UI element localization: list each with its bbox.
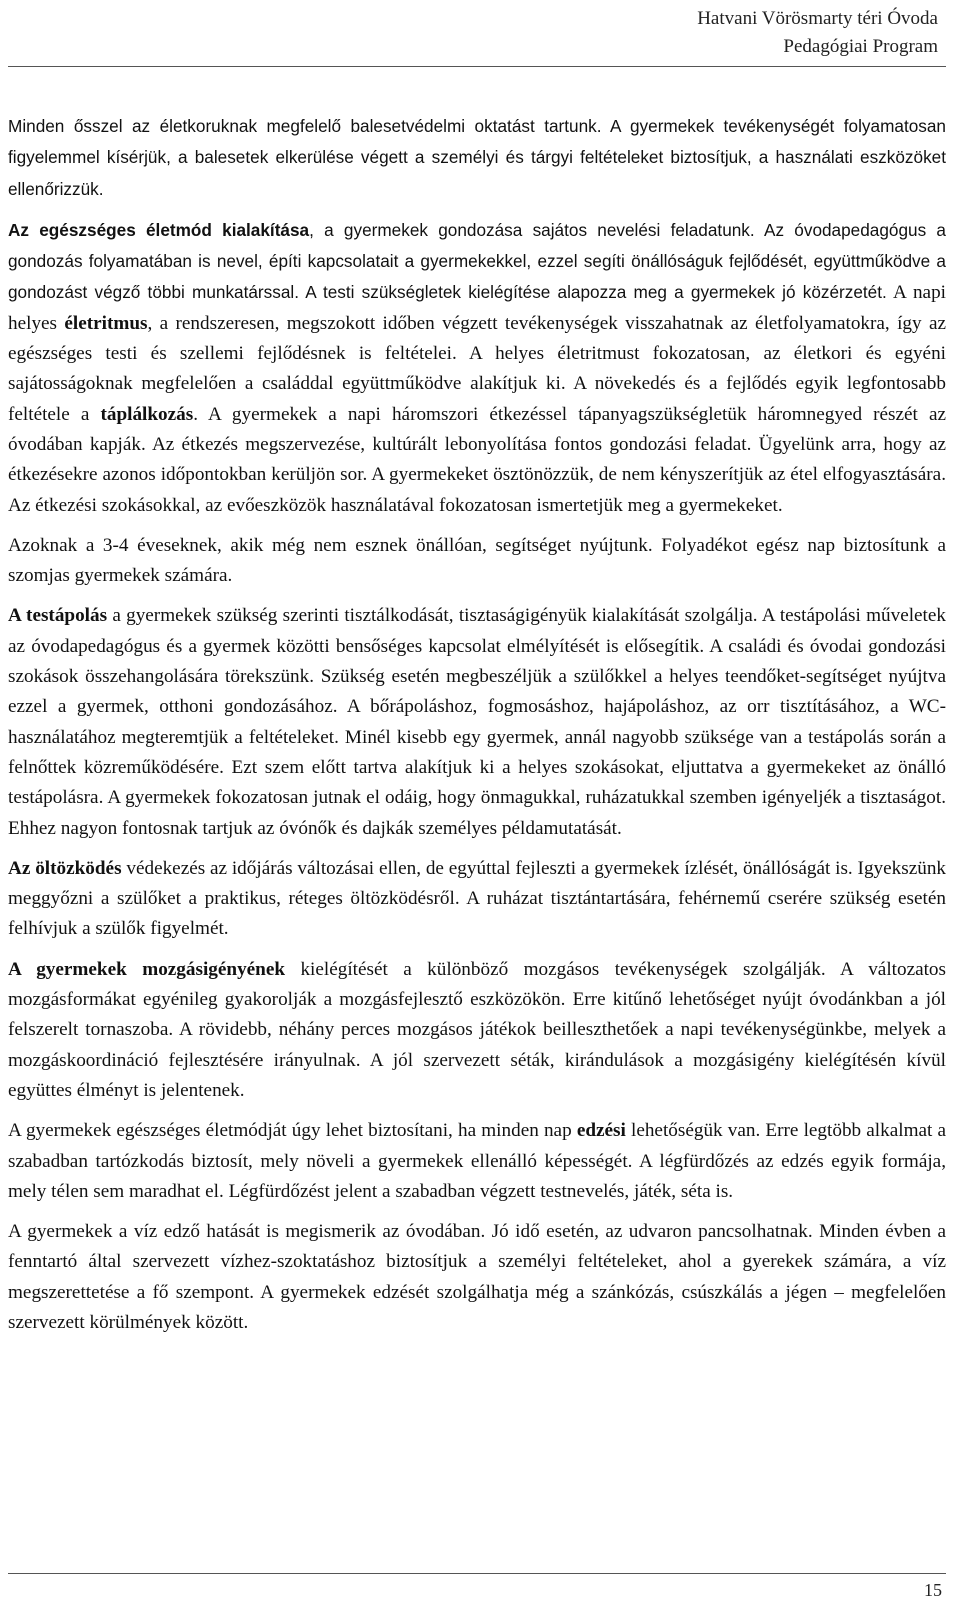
paragraph (8, 1217, 946, 1338)
header-divider (8, 66, 946, 67)
text-run: lehetőségük van. Erre legtöbb alkalmat a szabadban tartózkodás biztosít, mely növeli a gyermekek ellenálló képességét. A légfürdőzés az edzés egyik formája, mely télen sem maradhat el. Légfürdőzést jelent a szabadban végzett testnevelés, játék, séta is. (8, 1120, 947, 1202)
bold-term: Az egészséges életmód kialakítása (8, 219, 310, 240)
paragraph (8, 1116, 946, 1207)
bold-term: edzési (576, 1120, 626, 1142)
text-run: A testi szükségletek kielégítése alapozza meg a gyermekek jó közérzetét. (299, 282, 887, 303)
text-run: Az óvodapedagógus a gondozás folyamatában is nevel, építi kapcsolatait a gyermekekkel, ezzel segíti önállóságuk fejlődését, együttműködve a gondozást végző többi munkatárssal. (8, 219, 946, 303)
page-header (697, 5, 938, 61)
text-run: kielégítését a különböző mozgásos tevékenységek szolgálják. A változatos mozgásformákat egyénileg gyakorolják a mozgásfejlesztő eszközökön. Erre kitűnő lehetőséget nyújt óvodánkban a jól felszerelt tornaszoba. A rövidebb, néhány perces mozgásos játékok beilleszthetőek a napi tevékenységünkbe, melyek a mozgáskoordináció fejlesztésére irányulnak. A jól szervezett séták, kirándulások a mozgásigény kielégítésén kívül együttes élményt is jelentenek. (8, 958, 946, 1101)
text-run: , a rendszeresen, megszokott időben végzett tevékenységek visszahatnak az életfolyamatokra, így az egészséges testi és szellemi fejlődésnek is feltételei. A helyes életritmust fokozatosan, az életkori és egyéni sajátosságoknak megfelelően a családdal együttműködve alakítjuk ki. A növekedés és a fejlődés egyik legfontosabb feltétele a (8, 312, 946, 425)
header-title: Hatvani Vörösmarty téri Óvoda (697, 8, 938, 29)
text-run: védekezés az időjárás változásai ellen, de egyúttal fejleszti a gyermekek ízlését, önállóságát is. Igyekszünk meggyőzni a szülőket a praktikus, réteges öltözködésről. A ruházat tisztántartására, fehérnemű cserére szükség esetén felhívjuk a szülők figyelmét. (8, 857, 947, 940)
page-number: 15 (924, 1580, 942, 1600)
text-run: a gyermekek szükség szerinti tisztálkodását, tisztaságigényük kialakítását szolgálja. A testápolási műveletek az óvodapedagógus és a gyermek közötti bensőséges kapcsolat elmélyítését is elősegítik. A családi és óvodai gondozási szokások összehangolására törekszünk. Szükség esetén megbeszéljük a szülőkkel a helyes teendőket-segítséget nyújtva ezzel a gyermek, otthoni gondozásához. A bőrápoláshoz, fogmosáshoz, hajápoláshoz, az orr tisztításához, a WC-használatához megteremtjük a feltételeket. Minél kisebb egy gyermek, annál nagyobb szüksége van a testápolás során a felnőttek közreműködésére. Ezt szem előtt tartva alakítjuk ki a helyes szokásokat, eljuttatva a gyermekeket az önálló testápolásra. A gyermekek fokozatosan jutnak el odáig, hogy önmagukkal, ruházatukkal szemben igényeljék a tisztaságot. Ehhez nagyon fontosnak tartjuk az óvónők és dajkák személyes példamutatását. (8, 605, 946, 839)
text-run: Minden ősszel az életkoruknak megfelelő balesetvédelmi oktatást tartunk. A gyermekek tevékenységét folyamatosan figyelemmel kísérjük, a balesetek elkerülése végett a személyi és tárgyi feltételeket biztosítjuk, a használati eszközöket ellenőrizzük. (8, 116, 946, 199)
document-body (8, 111, 946, 1348)
text-run: Azoknak a 3-4 éveseknek, akik még nem esznek önállóan, segítséget nyújtunk. Folyadékot egész nap biztosítunk a szomjas gyermekek számára. (8, 534, 946, 587)
text-run: . A gyermekek a napi háromszori étkezéssel tápanyagszükségletük háromnegyed részét az óvodában kapják. Az étkezés megszervezése, kultúrált lebonyolítása fontos gondozási feladat. Ügyelünk arra, hogy az étkezésekre azonos időpontokban kerüljön sor. A gyermekeket ösztönözzük, de nem kényszerítjük az étel elfogyasztására. Az étkezési szokásokkal, az evőeszközök használatával fokozatosan ismertetjük meg a gyermekeket. (8, 403, 947, 516)
text-run: A gyermekek egészséges életmódját úgy lehet biztosítani, ha minden nap (8, 1120, 577, 1142)
paragraph (8, 215, 946, 521)
text-run: A napi helyes (8, 282, 946, 334)
paragraph (8, 601, 946, 843)
paragraph (8, 854, 946, 945)
bold-term: A gyermekek mozgásigényének (8, 958, 286, 980)
paragraph (8, 111, 946, 205)
bold-term: táplálkozás (100, 403, 194, 425)
footer-divider (8, 1573, 946, 1574)
paragraph (8, 955, 946, 1106)
header-subtitle: Pedagógiai Program (783, 36, 938, 57)
bold-term: A testápolás (8, 605, 108, 627)
text-run: A gyermekek a víz edző hatását is megismerik az óvodában. Jó idő esetén, az udvaron pancsolhatnak. Minden évben a fenntartó által szervezett vízhez-szoktatáshoz biztosítjuk a személyi feltételeket, ahol a gyerekek számára, a víz megszerettetése a fő szempont. A gyermekek edzését szolgálhatja még a szánkózás, csúszkálás a jégen – megfelelően szervezett körülmények között. (8, 1221, 946, 1333)
paragraph (8, 531, 946, 592)
bold-term: Az öltözködés (8, 857, 122, 879)
bold-term: életritmus (64, 312, 148, 334)
text-run: , a gyermekek gondozása sajátos nevelési feladatunk. (309, 219, 755, 240)
